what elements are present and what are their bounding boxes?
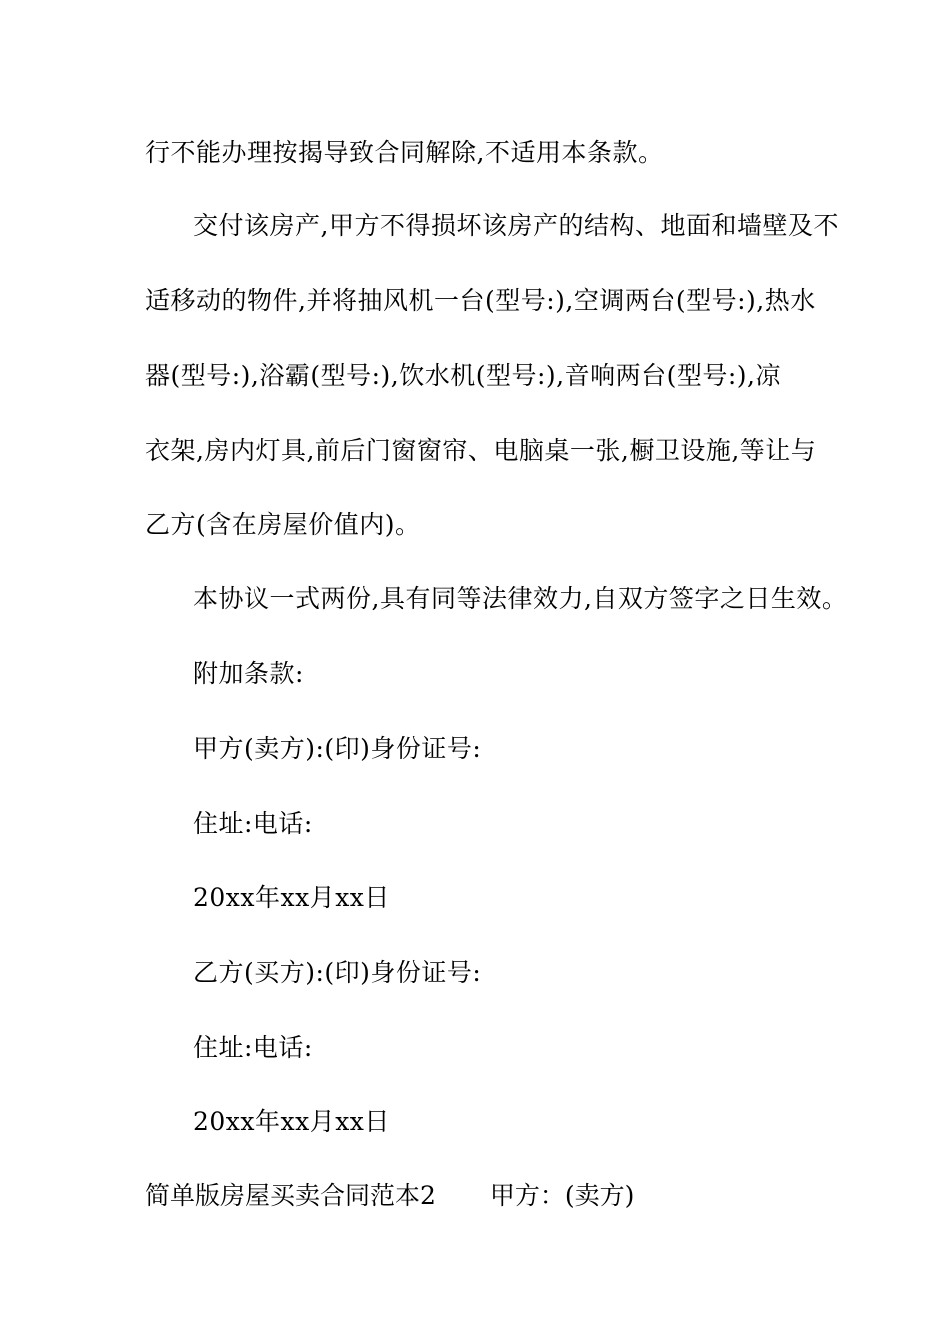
party-a-signature-line: 甲方(卖方):(印)身份证号: [193,734,482,763]
next-contract-title: 简单版房屋买卖合同范本2 [145,1181,436,1210]
paragraph-line: 适移动的物件,并将抽风机一台(型号:),空调两台(型号:),热水 [145,286,816,315]
next-contract-party-a: 甲方：(卖方) [489,1181,635,1210]
paragraph-line: 衣架,房内灯具,前后门窗窗帘、电脑桌一张,橱卫设施,等让与 [145,436,817,465]
party-a-address-line: 住址:电话: [193,809,313,838]
party-b-signature-line: 乙方(买方):(印)身份证号: [193,958,482,987]
paragraph-line: 乙方(含在房屋价值内)。 [145,510,421,539]
paragraph-line: 交付该房产,甲方不得损坏该房产的结构、地面和墙壁及不 [193,211,839,240]
paragraph-line: 本协议一式两份,具有同等法律效力,自双方签字之日生效。 [193,584,848,613]
party-a-date-line: 20xx年xx月xx日 [193,883,390,912]
next-contract-heading [145,1181,634,1211]
paragraph-line: 器(型号:),浴霸(型号:),饮水机(型号:),音响两台(型号:),凉 [145,361,782,390]
party-b-address-line: 住址:电话: [193,1033,313,1062]
paragraph-line: 行不能办理按揭导致合同解除,不适用本条款。 [145,138,664,167]
party-b-date-line: 20xx年xx月xx日 [193,1107,390,1136]
additional-terms-label: 附加条款: [193,659,304,688]
